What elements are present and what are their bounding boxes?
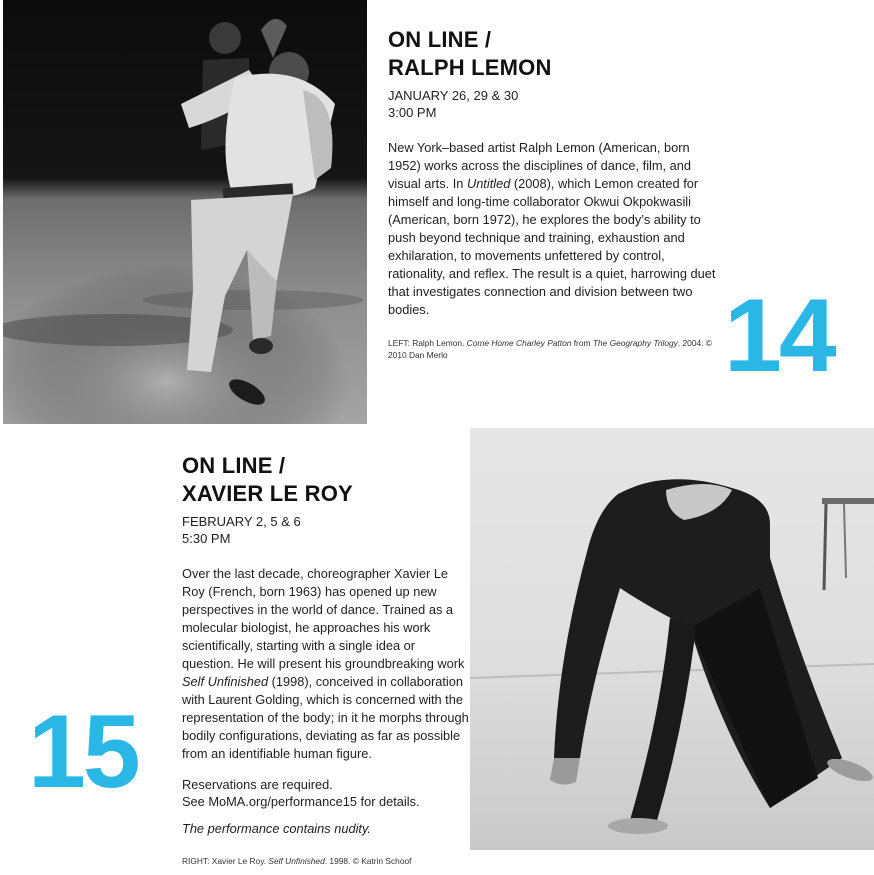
caption-14-prefix: LEFT: Ralph Lemon. xyxy=(388,338,467,348)
event-15-schedule xyxy=(182,513,470,547)
event-15-number: 15 xyxy=(28,694,138,810)
caption-15-prefix: RIGHT: Xavier Le Roy. xyxy=(182,856,269,866)
caption-14-middle: from xyxy=(571,338,593,348)
event-14-number: 14 xyxy=(724,278,834,394)
event-14-photo-caption xyxy=(388,337,718,361)
event-14-desc-part2: (2008), which Lemon created for himself and long-time collaborator Okwui Okpokwasili (American, born 1972), he explores the body’s ability to push beyond technique and training, exhaustion and exhilaration, to movements unfettered by control, rationality, and reflex. The result is a quiet, harrowing duet that investigates connection and division between two bodies. xyxy=(388,176,716,317)
caption-14-suffix: . 2004. © 2010 Dan Merlo xyxy=(388,338,712,360)
event-14-schedule xyxy=(388,87,718,121)
event-14-description xyxy=(388,139,718,319)
event-15-reservation xyxy=(182,776,470,810)
event-15-time: 5:30 PM xyxy=(182,531,231,546)
nudity-note: The performance contains nudity. xyxy=(182,821,371,836)
event-15-photo-caption xyxy=(182,855,470,867)
event-15-dates: FEBRUARY 2, 5 & 6 xyxy=(182,514,301,529)
reservation-link-text: See MoMA.org/performance15 for details. xyxy=(182,794,420,809)
event-15-title xyxy=(182,452,470,508)
event-15-desc-part1: Over the last decade, choreographer Xavier Le Roy (French, born 1963) has opened up new perspectives in the world of dance. Trained as a molecular biologist, he approaches his work scientifically, starting with a single idea or question. He will present his groundbreaking work xyxy=(182,566,465,671)
caption-14-work: Come Home Charley Patton xyxy=(466,338,572,348)
event-14-work-title: Untitled xyxy=(466,176,511,191)
event-15-work-title: Self Unfinished xyxy=(182,674,269,689)
reservation-required: Reservations are required. xyxy=(182,777,333,792)
caption-15-work: Self Unfinished xyxy=(268,856,325,866)
event-14-title xyxy=(388,26,718,82)
event-15-desc-part2: (1998), conceived in collaboration with Laurent Golding, which is concerned with the representation of the body; in it he morphs through bodily configurations, deviating as far as possible from an identifiable human figure. xyxy=(182,674,469,761)
event-15-block xyxy=(182,452,470,875)
caption-15-suffix: . 1998. © Katrin Schoof xyxy=(324,856,412,866)
event-15-description xyxy=(182,565,470,763)
event-15-title-line1: ON LINE / xyxy=(182,453,286,478)
event-14-title-line1: ON LINE / xyxy=(388,27,492,52)
xavier-le-roy-photo xyxy=(470,428,874,850)
event-14-title-line2: RALPH LEMON xyxy=(388,55,552,80)
event-14-time: 3:00 PM xyxy=(388,105,437,120)
ralph-lemon-photo xyxy=(3,0,367,424)
event-14-block xyxy=(388,26,718,369)
event-15-title-line2: XAVIER LE ROY xyxy=(182,481,353,506)
caption-14-series: The Geography Trilogy xyxy=(592,338,678,348)
event-14-desc-part1: New York–based artist Ralph Lemon (American, born 1952) works across the disciplines of dance, film, and visual arts. In xyxy=(388,140,692,191)
event-14-dates: JANUARY 26, 29 & 30 xyxy=(388,88,519,103)
